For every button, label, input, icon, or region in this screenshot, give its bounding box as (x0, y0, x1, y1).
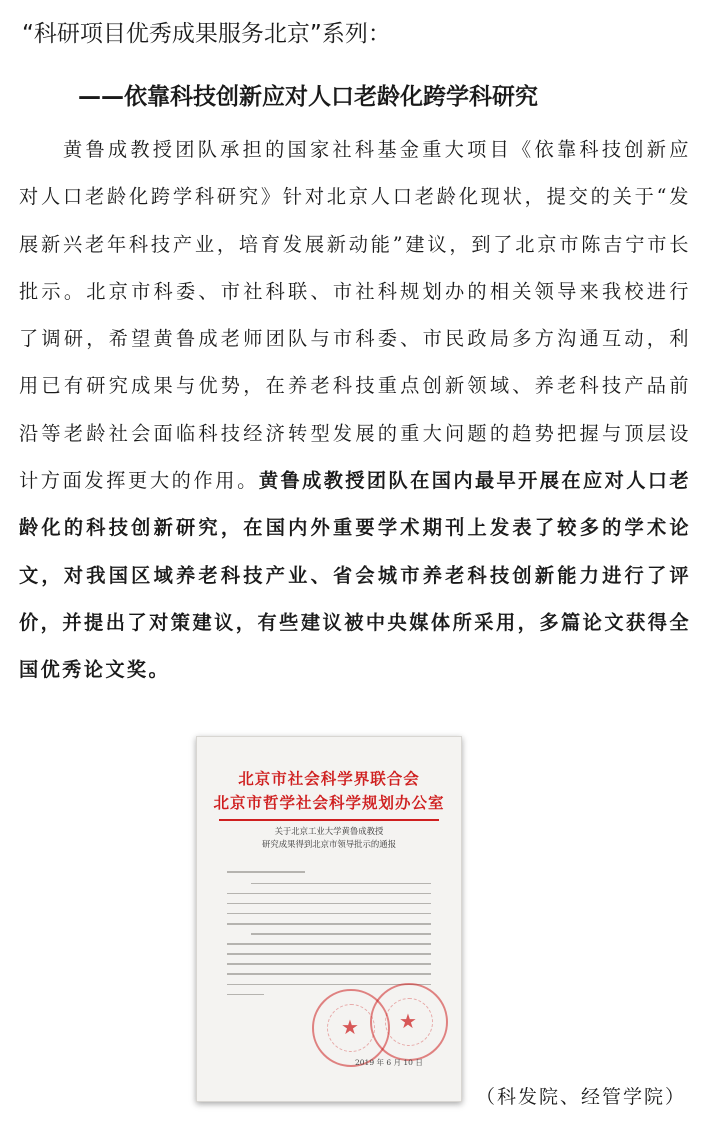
paragraph-normal-text: 黄鲁成教授团队承担的国家社科基金重大项目《依靠科技创新应对人口老龄化跨学科研究》针对北京人口老龄化现状，提交的关于“发展新兴老年科技产业，培育发展新动能”建议，到了北京市陈吉宁市长批示。北京市科委、市社科联、市社科规划办的相关领导来我校进行了调研，希望黄鲁成老师团队与市科委、市民政局多方沟通互动，利用已有研究成果与优势，在养老科技重点创新领域、养老科技产品前沿等老龄社会面临科技经济转型发展的重大问题的趋势把握与顶层设计方面发挥更大的作用。 (19, 138, 691, 493)
article-paragraph (19, 126, 691, 694)
paragraph-bold-text: 黄鲁成教授团队在国内最早开展在应对人口老龄化的科技创新研究，在国内外重要学术期刊上发表了较多的学术论文，对我国区域养老科技产业、省会城市养老科技创新能力进行了评价，并提出了对策建议，有些建议被中央媒体所采用，多篇论文获得全国优秀论文奖。 (19, 469, 691, 682)
document-subject-line-2: 研究成果得到北京市领导批示的通报 (262, 839, 396, 849)
source-caption: （科发院、经管学院） (476, 1086, 687, 1108)
document-date: 2019 年 6 月 10 日 (355, 1058, 423, 1067)
document-header-line-1: 北京市社会科学界联合会 (238, 769, 420, 788)
article-subtitle: ——依靠科技创新应对人口老龄化跨学科研究 (78, 84, 538, 110)
document-subject-line-1: 关于北京工业大学黄鲁成教授 (274, 826, 384, 836)
seal-star-icon: ★ (399, 1009, 417, 1033)
document-red-rule (219, 819, 439, 821)
seal-star-icon: ★ (341, 1015, 359, 1039)
article-series-title: “科研项目优秀成果服务北京”系列： (22, 21, 391, 47)
document-header-line-2: 北京市哲学社会科学规划办公室 (213, 793, 445, 812)
notice-document-photo (196, 736, 462, 1102)
